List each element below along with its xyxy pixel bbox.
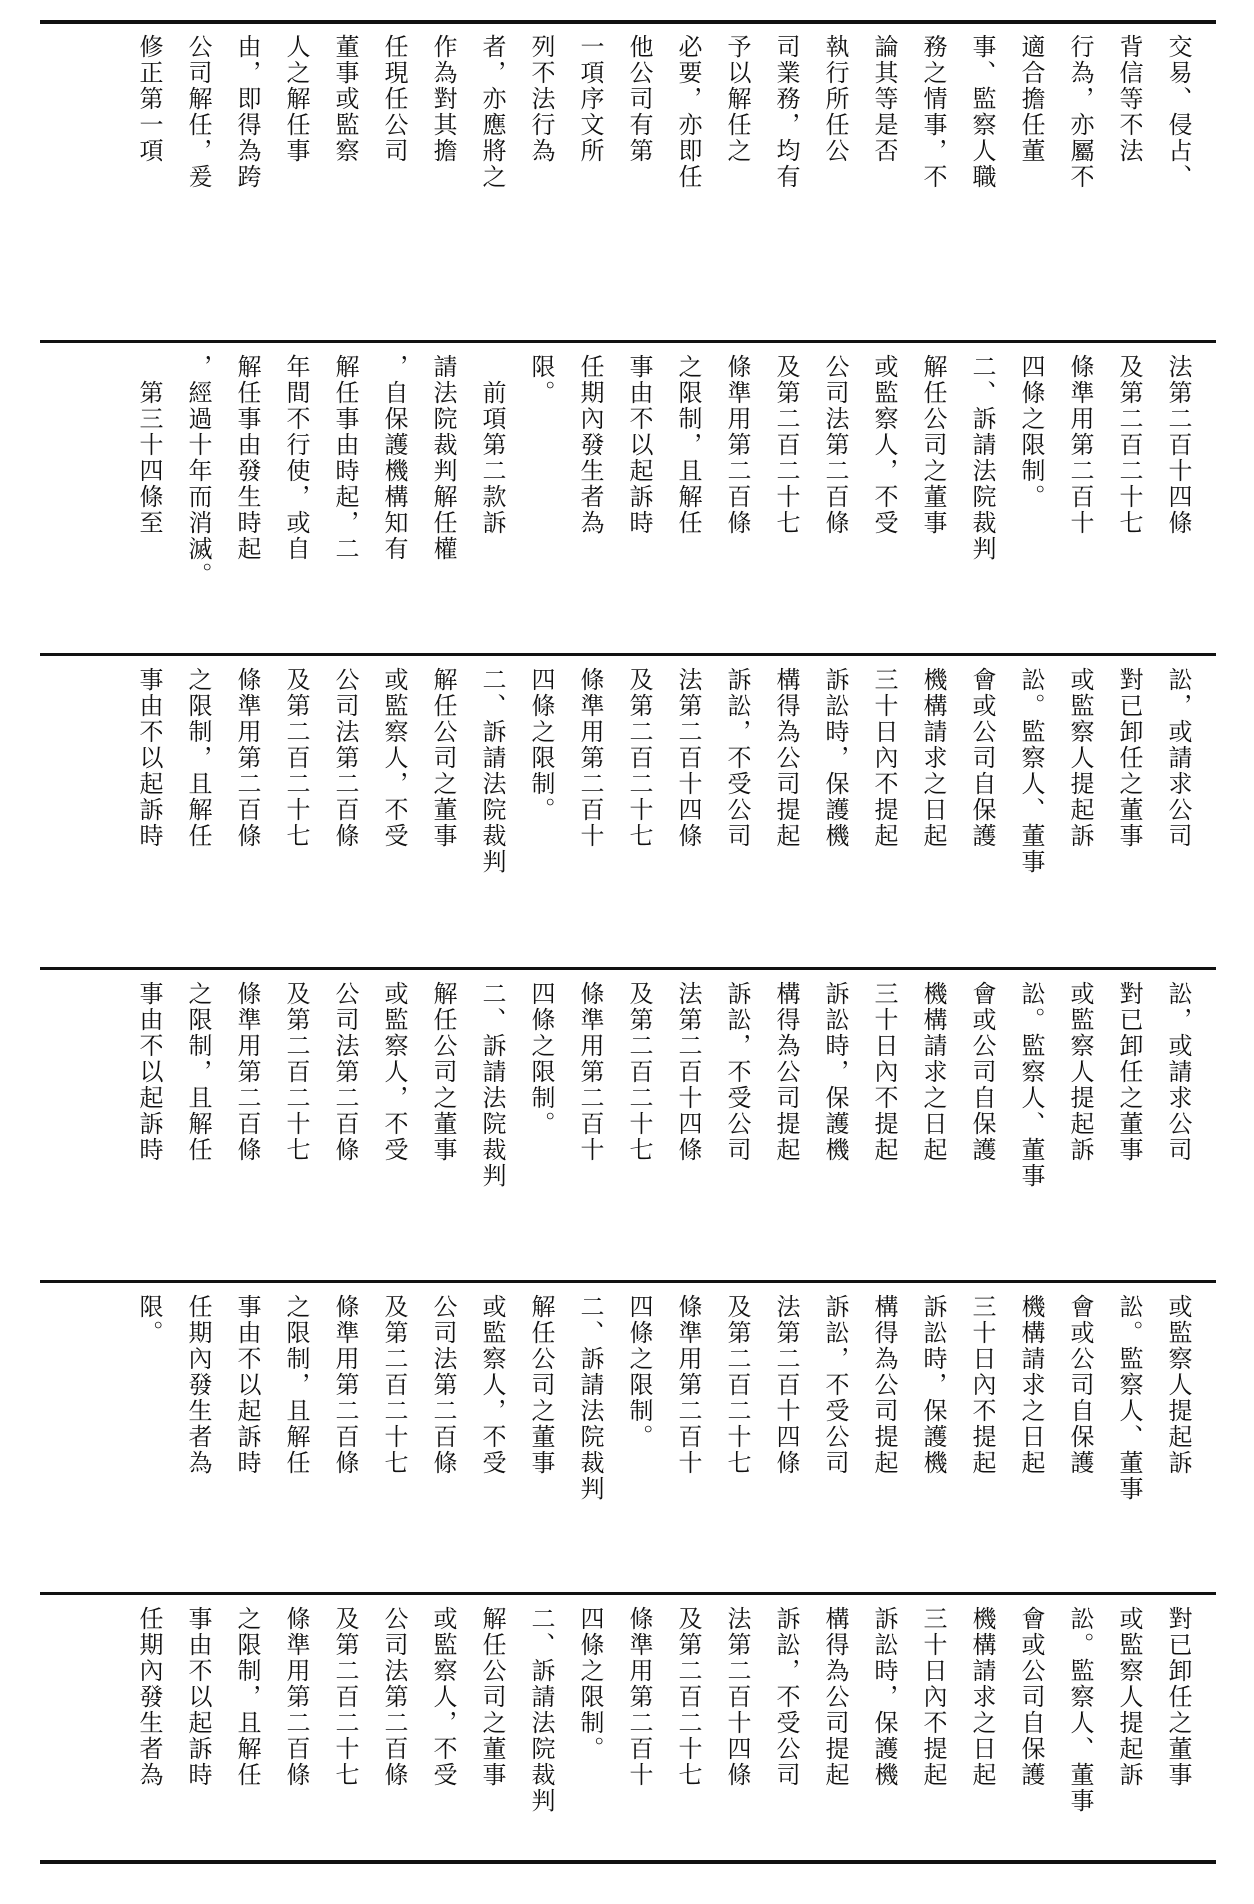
text-column: 者，亦應將之 xyxy=(478,34,506,190)
text-column: 任期內發生者為 xyxy=(576,354,604,536)
text-column: 公司法第二百條 xyxy=(821,354,849,536)
text-column: 訴訟時，保護機 xyxy=(919,1294,947,1476)
text-column: 四條之限制。 xyxy=(527,667,555,823)
text-column: 訴訟，不受公司 xyxy=(772,1606,800,1788)
text-column: 公司法第二百條 xyxy=(429,1294,457,1476)
text-column: 三十日內不提起 xyxy=(870,981,898,1163)
text-column: 構得為公司提起 xyxy=(772,667,800,849)
text-column: 或監察人提起訴 xyxy=(1066,981,1094,1163)
text-column: 條準用第二百條 xyxy=(233,667,261,849)
text-column: 人之解任事 xyxy=(282,34,310,164)
text-column: 及第二百二十七 xyxy=(723,1294,751,1476)
text-column: 三十日內不提起 xyxy=(919,1606,947,1788)
text-column: 背信等不法 xyxy=(1115,34,1143,164)
text-column: 務之情事，不 xyxy=(919,34,947,190)
text-column: 論其等是否 xyxy=(870,34,898,164)
text-column: 由，即得為跨 xyxy=(233,34,261,190)
text-column: 訴訟，不受公司 xyxy=(821,1294,849,1476)
text-column: 之限制，且解任 xyxy=(184,981,212,1163)
text-column: 對已卸任之董事 xyxy=(1115,981,1143,1163)
text-column: 訟。監察人、董事 xyxy=(1017,667,1045,875)
text-column: 事由不以起訴時 xyxy=(625,354,653,536)
text-column: 予以解任之 xyxy=(723,34,751,164)
text-column: 法第二百十四條 xyxy=(674,667,702,849)
text-column: 機構請求之日起 xyxy=(919,981,947,1163)
text-band xyxy=(40,1284,1216,1589)
text-column: 董事或監察 xyxy=(331,34,359,164)
text-column: 訟。監察人、董事 xyxy=(1017,981,1045,1189)
text-column: 會或公司自保護 xyxy=(968,981,996,1163)
text-column: ，自保護機構知有 xyxy=(380,354,408,562)
text-column: 訟。監察人、董事 xyxy=(1066,1606,1094,1814)
text-column: 解任公司之董事 xyxy=(527,1294,555,1476)
text-column: 他公司有第 xyxy=(625,34,653,164)
text-column: 必要，亦即任 xyxy=(674,34,702,190)
text-column: 條準用第二百條 xyxy=(282,1606,310,1788)
text-column: 限。 xyxy=(135,1294,163,1346)
text-column: 事由不以起訴時 xyxy=(135,981,163,1163)
text-column: 會或公司自保護 xyxy=(1066,1294,1094,1476)
text-column: 機構請求之日起 xyxy=(1017,1294,1045,1476)
text-column: 訴訟時，保護機 xyxy=(821,667,849,849)
text-column: 及第二百二十七 xyxy=(1115,354,1143,536)
text-column: 解任公司之董事 xyxy=(478,1606,506,1788)
text-column: 條準用第二百條 xyxy=(233,981,261,1163)
text-column: 條準用第二百十 xyxy=(625,1606,653,1788)
text-band xyxy=(40,1596,1216,1901)
text-column: 之限制，且解任 xyxy=(184,667,212,849)
text-column: 列不法行為 xyxy=(527,34,555,164)
text-column: 或監察人，不受 xyxy=(870,354,898,536)
document-page xyxy=(40,20,1216,1884)
text-column: 任期內發生者為 xyxy=(184,1294,212,1476)
text-column: 及第二百二十七 xyxy=(625,981,653,1163)
text-column: 解任事由時起，二 xyxy=(331,354,359,562)
band-divider xyxy=(40,1592,1216,1595)
text-column: 會或公司自保護 xyxy=(1017,1606,1045,1788)
text-column: 或監察人提起訴 xyxy=(1115,1606,1143,1788)
text-column: 事由不以起訴時 xyxy=(135,667,163,849)
text-column: 或監察人，不受 xyxy=(478,1294,506,1476)
text-column: 任期內發生者為 xyxy=(135,1606,163,1788)
text-column: 法第二百十四條 xyxy=(1164,354,1192,536)
text-column: 條準用第二百條 xyxy=(723,354,751,536)
band-divider xyxy=(40,967,1216,970)
text-column: 機構請求之日起 xyxy=(919,667,947,849)
text-column: 公司法第二百條 xyxy=(331,981,359,1163)
text-column: 及第二百二十七 xyxy=(331,1606,359,1788)
text-column: 訴訟，不受公司 xyxy=(723,981,751,1163)
text-column: 四條之限制。 xyxy=(527,981,555,1137)
text-column: 公司法第二百條 xyxy=(331,667,359,849)
text-column: 訴訟時，保護機 xyxy=(821,981,849,1163)
text-column: 或監察人提起訴 xyxy=(1066,667,1094,849)
text-column: 公司法第二百條 xyxy=(380,1606,408,1788)
text-column: 前項第二款訴 xyxy=(478,354,506,536)
text-column: 或監察人，不受 xyxy=(429,1606,457,1788)
text-column: 對已卸任之董事 xyxy=(1115,667,1143,849)
text-band xyxy=(40,344,1216,649)
text-column: 法第二百十四條 xyxy=(674,981,702,1163)
text-column: 修正第一項 xyxy=(135,34,163,164)
band-divider xyxy=(40,340,1216,343)
text-column: 年間不行使，或自 xyxy=(282,354,310,562)
text-column: 或監察人提起訴 xyxy=(1164,1294,1192,1476)
text-column: 事由不以起訴時 xyxy=(233,1294,261,1476)
text-column: 司業務，均有 xyxy=(772,34,800,190)
text-column: 任現任公司 xyxy=(380,34,408,164)
text-column: 訴訟時，保護機 xyxy=(870,1606,898,1788)
text-column: 三十日內不提起 xyxy=(870,667,898,849)
text-column: 交易、侵占、 xyxy=(1164,34,1192,190)
text-column: 二、訴請法院裁判 xyxy=(478,667,506,875)
text-column: 條準用第二百十 xyxy=(576,667,604,849)
text-column: 條準用第二百十 xyxy=(674,1294,702,1476)
text-column: 二、訴請法院裁判 xyxy=(576,1294,604,1502)
text-column: 及第二百二十七 xyxy=(282,667,310,849)
text-column: 之限制，且解任 xyxy=(282,1294,310,1476)
band-divider xyxy=(40,1280,1216,1283)
text-column: 適合擔任董 xyxy=(1017,34,1045,164)
text-column: 對已卸任之董事 xyxy=(1164,1606,1192,1788)
text-column: 條準用第二百十 xyxy=(576,981,604,1163)
text-column: 四條之限制。 xyxy=(1017,354,1045,510)
band-divider xyxy=(40,653,1216,656)
text-column: 事、監察人職 xyxy=(968,34,996,190)
text-band xyxy=(40,24,1216,329)
text-column: 法第二百十四條 xyxy=(723,1606,751,1788)
text-column: 訟，或請求公司 xyxy=(1164,667,1192,849)
text-column: 及第二百二十七 xyxy=(282,981,310,1163)
text-column: 及第二百二十七 xyxy=(674,1606,702,1788)
text-column: 機構請求之日起 xyxy=(968,1606,996,1788)
text-column: 執行所任公 xyxy=(821,34,849,164)
text-column: 二、訴請法院裁判 xyxy=(968,354,996,562)
text-column: 條準用第二百十 xyxy=(1066,354,1094,536)
text-column: 一項序文所 xyxy=(576,34,604,164)
text-column: 解任公司之董事 xyxy=(429,981,457,1163)
text-column: 訟，或請求公司 xyxy=(1164,981,1192,1163)
text-column: ，經過十年而消滅。 xyxy=(184,354,212,588)
text-column: 解任公司之董事 xyxy=(429,667,457,849)
text-column: 構得為公司提起 xyxy=(870,1294,898,1476)
text-column: 構得為公司提起 xyxy=(821,1606,849,1788)
text-column: 及第二百二十七 xyxy=(380,1294,408,1476)
text-column: 之限制，且解任 xyxy=(233,1606,261,1788)
text-column: 限。 xyxy=(527,354,555,406)
text-column: 訴訟，不受公司 xyxy=(723,667,751,849)
text-column: 構得為公司提起 xyxy=(772,981,800,1163)
text-column: 條準用第二百條 xyxy=(331,1294,359,1476)
text-column: 解任公司之董事 xyxy=(919,354,947,536)
text-band xyxy=(40,657,1216,962)
text-column: 或監察人，不受 xyxy=(380,667,408,849)
text-column: 及第二百二十七 xyxy=(625,667,653,849)
text-column: 會或公司自保護 xyxy=(968,667,996,849)
text-column: 行為，亦屬不 xyxy=(1066,34,1094,190)
text-column: 二、訴請法院裁判 xyxy=(527,1606,555,1814)
text-column: 之限制，且解任 xyxy=(674,354,702,536)
text-column: 事由不以起訴時 xyxy=(184,1606,212,1788)
text-column: 訟。監察人、董事 xyxy=(1115,1294,1143,1502)
text-column: 三十日內不提起 xyxy=(968,1294,996,1476)
text-column: 法第二百十四條 xyxy=(772,1294,800,1476)
text-band xyxy=(40,971,1216,1276)
text-column: 四條之限制。 xyxy=(576,1606,604,1762)
text-column: 請法院裁判解任權 xyxy=(429,354,457,562)
text-column: 公司解任，爰 xyxy=(184,34,212,190)
text-column: 四條之限制。 xyxy=(625,1294,653,1450)
text-column: 及第二百二十七 xyxy=(772,354,800,536)
text-column: 第三十四條至 xyxy=(135,354,163,536)
text-column: 解任事由發生時起 xyxy=(233,354,261,562)
text-column: 作為對其擔 xyxy=(429,34,457,164)
text-column: 二、訴請法院裁判 xyxy=(478,981,506,1189)
text-column: 或監察人，不受 xyxy=(380,981,408,1163)
